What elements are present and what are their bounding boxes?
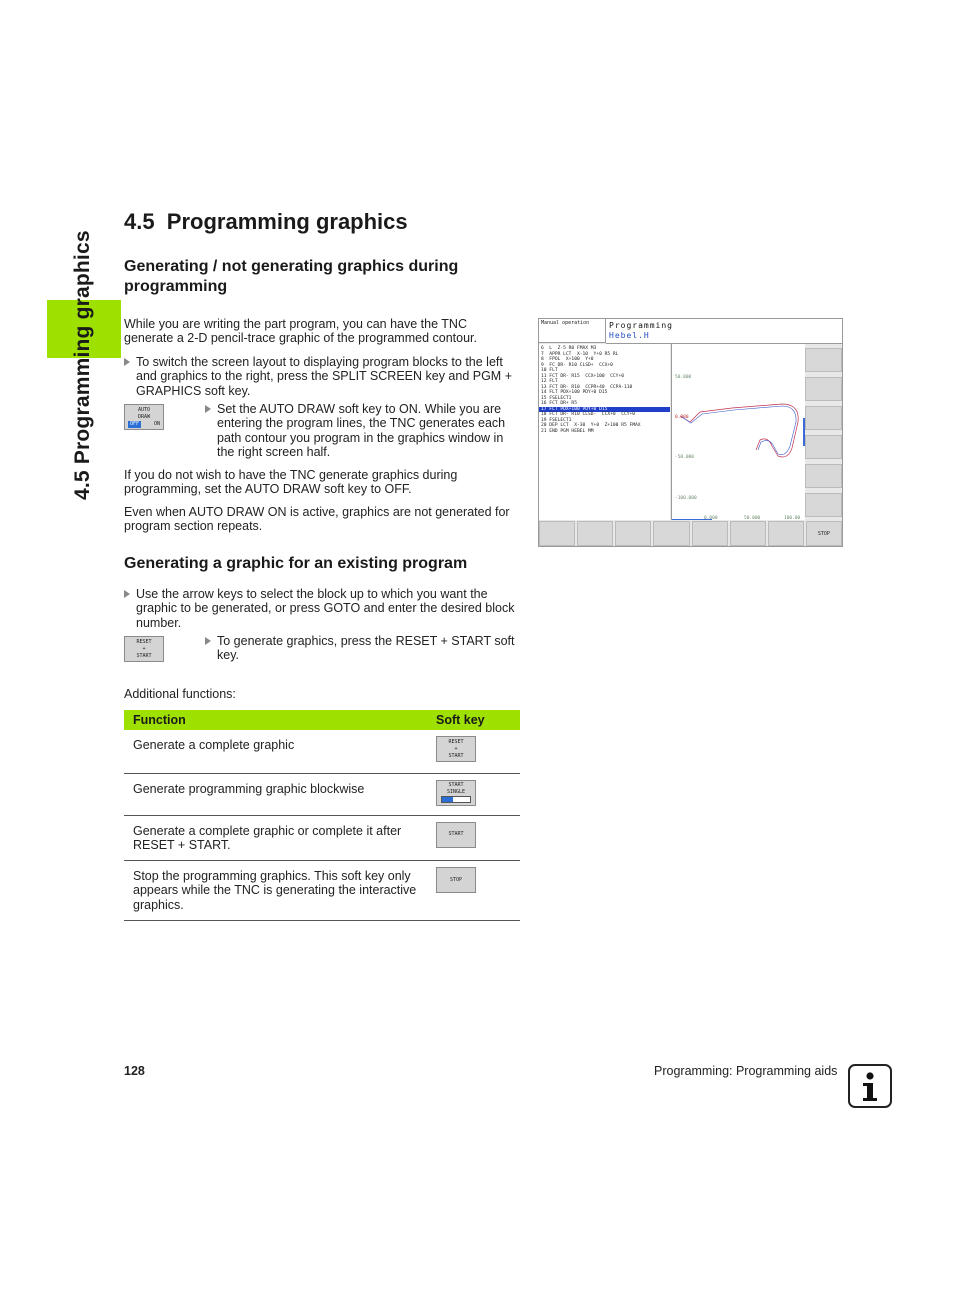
function-cell: Generate a complete graphic	[124, 730, 436, 773]
softkey-label: SINGLE	[446, 789, 466, 795]
contour-path-red	[680, 404, 798, 457]
step-split-text: To switch the screen layout to displaying program blocks to the left and graphics to the right, press the SPLIT SCREEN key and PGM + GRAPHICS soft key.	[136, 355, 512, 398]
softkey-label: START	[136, 652, 152, 659]
softkey-indicator	[441, 796, 471, 803]
horizontal-softkey[interactable]	[768, 521, 804, 546]
step-auto-draw-text: Set the AUTO DRAW soft key to ON. While you are entering the program lines, the TNC generates each path contour you program in the graphics window in the right screen half.	[217, 402, 506, 459]
program-line[interactable]: 20 DEP LCT X-30 Y+0 Z+100 R5 FMAX	[541, 423, 641, 428]
program-line[interactable]: 7 APPR LCT X-10 Y+0 R5 RL	[541, 351, 619, 357]
vertical-softkey-bar	[805, 344, 842, 520]
page-number: 128	[124, 1064, 145, 1078]
program-line[interactable]: 14 FLT PDX+100 PDY+0 D15	[541, 390, 608, 395]
x-axis-label: 50.000	[744, 516, 761, 520]
program-line[interactable]: 18 FCT DR- R10 CLSD- CCX+0 CCY+0	[541, 412, 636, 417]
softkey-label: DRAW	[137, 413, 151, 420]
step-reset-text: To generate graphics, press the RESET + START soft key.	[217, 634, 515, 663]
y-axis-label: 50.000	[675, 375, 692, 380]
vertical-softkey[interactable]	[805, 348, 842, 372]
program-line[interactable]: 8 FPOL X+100 Y+0	[541, 357, 594, 362]
softkey-toggle	[125, 421, 163, 428]
reset-start-softkey[interactable]	[124, 636, 164, 662]
horizontal-softkey[interactable]	[539, 521, 575, 546]
y-axis-label: 0.000	[675, 415, 689, 420]
column-header-function: Function	[124, 710, 436, 730]
program-line[interactable]: 19 FSELECT1	[541, 417, 572, 423]
programming-graphic	[672, 344, 805, 520]
footer-chapter: Programming: Programming aids	[654, 1064, 838, 1078]
graphics-window	[671, 344, 805, 520]
column-header-softkey: Soft key	[436, 710, 520, 730]
vertical-softkey[interactable]	[805, 435, 842, 459]
softkey-label: START	[448, 831, 464, 837]
horizontal-softkey[interactable]	[615, 521, 651, 546]
start-softkey[interactable]	[436, 822, 476, 848]
softkey-label: AUTO	[137, 406, 151, 413]
softkey-label: +	[142, 645, 146, 652]
arrow-right-icon	[205, 405, 211, 413]
table-header-row	[124, 710, 520, 730]
softkey-label: STOP	[449, 876, 463, 883]
additional-functions-label: Additional functions:	[124, 687, 236, 701]
subsection-title-1: Generating / not generating graphics during programming	[124, 258, 459, 295]
program-line[interactable]: 6 L Z-5 R0 FMAX M3	[541, 346, 597, 351]
softkey-label: +	[454, 745, 458, 752]
step-split-screen	[136, 355, 516, 398]
program-line[interactable]: 21 END PGM HEBEL MM	[541, 428, 594, 434]
screen-mode-right: Programming	[609, 321, 673, 330]
y-axis-label: -100.000	[675, 496, 697, 501]
screen-filename: Hebel.H	[609, 331, 650, 340]
function-cell: Generate programming graphic blockwise	[124, 773, 436, 815]
softkey-cell	[436, 815, 520, 861]
toggle-on-label: ON	[153, 420, 160, 427]
program-line[interactable]: 9 FC DR- R10 CLSD+ CCX+0	[541, 362, 613, 368]
screen-header	[606, 319, 842, 344]
program-block-list	[539, 344, 670, 520]
arrow-right-icon	[124, 590, 130, 598]
screen-mode-left: Manual operation	[539, 319, 606, 343]
horizontal-softkey[interactable]	[692, 521, 728, 546]
intro-paragraph: While you are writing the part program, you can have the TNC generate a 2-D pencil-trace graphic of the programmed contour.	[124, 317, 477, 346]
function-cell: Stop the programming graphics. This soft key only appears while the TNC is generating the interactive graphics.	[124, 861, 436, 921]
stop-softkey-screen[interactable]: STOP	[806, 521, 842, 546]
softkey-label: RESET	[136, 638, 152, 645]
side-title: 4.5 Programming graphics	[71, 230, 94, 500]
step-auto-draw	[217, 402, 517, 459]
program-line[interactable]: 15 FSELECT1	[541, 395, 572, 401]
tnc-screen-screenshot	[538, 318, 843, 547]
program-line[interactable]: 16 FCT DR+ R5	[541, 401, 577, 406]
vertical-softkey[interactable]	[805, 377, 842, 401]
softkey-label: RESET	[448, 738, 464, 745]
function-table	[124, 710, 520, 921]
program-line[interactable]: 17 FLT PDX+100 PDY+0 D15	[539, 407, 670, 413]
stop-softkey[interactable]	[436, 867, 476, 893]
softkey-cell	[436, 861, 520, 921]
program-line[interactable]: 10 FLT	[541, 368, 558, 373]
table-row	[124, 773, 520, 815]
program-line[interactable]: 13 FCT DR- R10 CCPR+40 CCPA-110	[541, 384, 633, 390]
arrow-right-icon	[205, 637, 211, 645]
arrow-right-icon	[124, 358, 130, 366]
step-select-block	[136, 587, 516, 630]
softkey-cell	[436, 730, 520, 773]
x-axis-label: 100.00	[784, 516, 801, 520]
horizontal-softkey-bar	[539, 521, 842, 546]
vertical-softkey[interactable]	[805, 493, 842, 517]
table-row	[124, 730, 520, 773]
horizontal-softkey[interactable]	[730, 521, 766, 546]
horizontal-softkey[interactable]	[577, 521, 613, 546]
vertical-softkey[interactable]	[805, 406, 842, 430]
step-reset-start	[217, 634, 520, 663]
vertical-softkey[interactable]	[805, 464, 842, 488]
toggle-off-label: OFF	[130, 420, 140, 427]
table-row	[124, 815, 520, 861]
subsection-title-2: Generating a graphic for an existing program	[124, 555, 468, 572]
info-icon	[848, 1064, 892, 1108]
paragraph-auto-draw-off: If you do not wish to have the TNC generate graphics during programming, set the AUTO DRAW soft key to OFF.	[124, 468, 458, 497]
softkey-label: START	[448, 752, 464, 759]
table-row	[124, 861, 520, 921]
function-cell: Generate a complete graphic or complete it after RESET + START.	[124, 815, 436, 861]
auto-draw-softkey[interactable]	[124, 404, 164, 430]
horizontal-softkey[interactable]	[653, 521, 689, 546]
paragraph-section-repeats: Even when AUTO DRAW ON is active, graphics are not generated for program section repeats.	[124, 505, 510, 534]
reset-start-softkey[interactable]	[436, 736, 476, 762]
step-select-text: Use the arrow keys to select the block up to which you want the graphic to be generated, or press GOTO and enter the desired block number.	[136, 587, 515, 630]
start-single-softkey[interactable]	[436, 780, 476, 806]
x-axis-label: 0.000	[704, 516, 718, 520]
softkey-cell	[436, 773, 520, 815]
y-axis-label: -50.000	[675, 455, 694, 460]
program-line[interactable]: 12 FLT	[541, 379, 558, 384]
softkey-label: START	[448, 782, 464, 788]
program-line[interactable]: 11 FCT DR- R15 CCX+100 CCY+0	[541, 373, 624, 379]
section-title: 4.5 Programming graphics	[124, 209, 408, 234]
